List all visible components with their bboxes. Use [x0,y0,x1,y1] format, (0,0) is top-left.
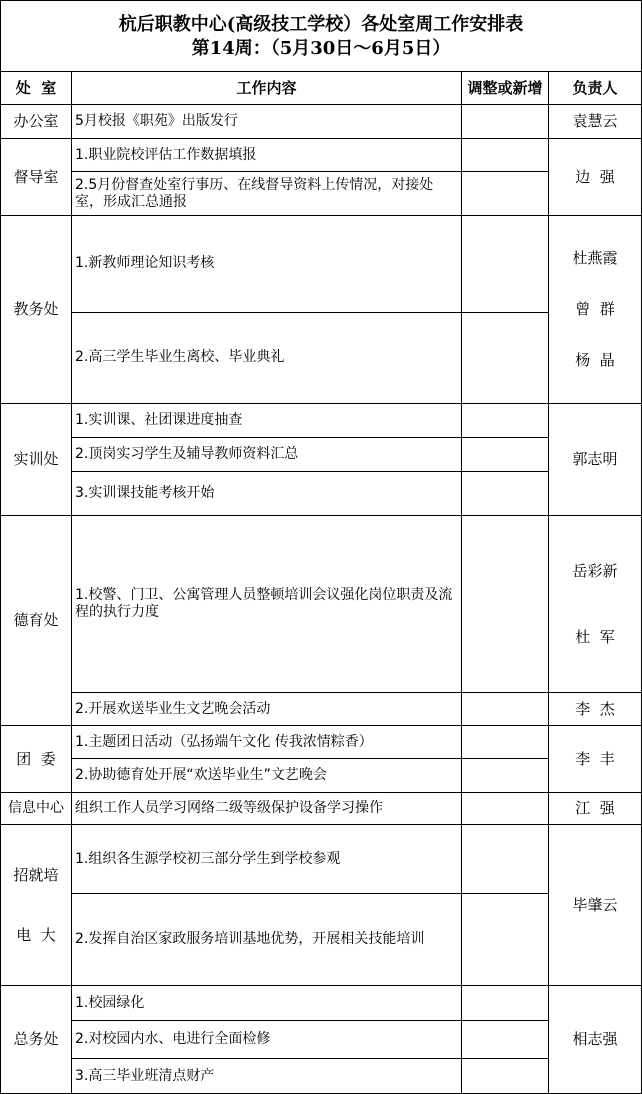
adjust-cell [462,516,549,693]
adjust-cell [462,726,549,759]
header-row [1,72,642,105]
adjust-cell [462,216,549,313]
page-title: 杭后职教中心(高级技工学校）各处室周工作安排表 [118,13,524,35]
table-row [1,1059,642,1094]
task-general-1: 1.校园绿化 [72,986,462,1021]
table-row [1,404,642,438]
table-row [1,516,642,693]
dept-office: 办公室 [1,105,72,139]
dept-recruit-line2: 电 大 [16,926,56,944]
owner-academic-3: 杨 晶 [575,351,615,369]
task-supervision-1: 1.职业院校评估工作数据填报 [72,139,462,172]
task-training-1: 1.实训课、社团课进度抽查 [72,404,462,438]
table-row [1,726,642,759]
header-content: 工作内容 [72,72,462,105]
header-dept: 处 室 [1,72,72,105]
owner-supervision: 边 强 [549,139,642,216]
owner-moral-bottom: 李 杰 [549,693,642,726]
owner-academic-1: 杜燕霞 [572,249,618,267]
task-general-3: 3.高三毕业班清点财产 [72,1059,462,1094]
table-row [1,139,642,172]
page-subtitle: 第14周：（5月30日～6月5日） [191,37,451,59]
dept-recruit [1,825,72,986]
owner-academic [549,216,642,404]
owner-moral-2: 杜 军 [575,628,615,646]
table-row [1,172,642,216]
title-row [1,1,642,72]
dept-moral: 德育处 [1,516,72,726]
task-academic-2: 2.高三学生毕业生离校、毕业典礼 [72,312,462,403]
adjust-cell [462,172,549,216]
table-row [1,216,642,313]
task-supervision-2: 2.5月份督查处室行事历、在线督导资料上传情况，对接处室，形成汇总通报 [72,172,462,216]
table-row [1,693,642,726]
owner-info: 江 强 [549,793,642,825]
owner-recruit: 毕肇云 [549,825,642,986]
task-recruit-1: 1.组织各生源学校初三部分学生到学校参观 [72,825,462,894]
adjust-cell [462,472,549,516]
header-owner: 负责人 [549,72,642,105]
task-training-3: 3.实训课技能考核开始 [72,472,462,516]
adjust-cell [462,139,549,172]
task-league-1: 1.主题团日活动（弘扬端午文化 传我浓情粽香） [72,726,462,759]
dept-academic: 教务处 [1,216,72,404]
table-row [1,825,642,894]
task-info-1: 组织工作人员学习网络二级等级保护设备学习操作 [72,793,462,825]
task-training-2: 2.顶岗实习学生及辅导教师资料汇总 [72,438,462,472]
dept-league: 团 委 [1,726,72,793]
adjust-cell [462,105,549,139]
task-office-1: 5月校报《职苑》出版发行 [72,105,462,139]
owner-moral-1: 岳彩新 [572,562,618,580]
title-cell [1,1,642,72]
owner-general: 相志强 [549,986,642,1094]
dept-info: 信息中心 [1,793,72,825]
adjust-cell [462,894,549,986]
adjust-cell [462,693,549,726]
adjust-cell [462,438,549,472]
header-adjust: 调整或新增 [462,72,549,105]
owner-league: 李 丰 [549,726,642,793]
adjust-cell [462,825,549,894]
table-row [1,312,642,403]
task-recruit-2: 2.发挥自治区家政服务培训基地优势，开展相关技能培训 [72,894,462,986]
table-row [1,105,642,139]
adjust-cell [462,1021,549,1059]
table-row [1,472,642,516]
adjust-cell [462,312,549,403]
task-general-2: 2.对校园内水、电进行全面检修 [72,1021,462,1059]
owner-training: 郭志明 [549,404,642,516]
dept-recruit-line1: 招就培 [13,866,59,884]
task-academic-1: 1.新教师理论知识考核 [72,216,462,313]
dept-supervision: 督导室 [1,139,72,216]
adjust-cell [462,1059,549,1094]
table-row [1,759,642,793]
table-row [1,894,642,986]
adjust-cell [462,759,549,793]
dept-general: 总务处 [1,986,72,1094]
task-moral-1: 1.校警、门卫、公寓管理人员整顿培训会议强化岗位职责及流程的执行力度 [72,516,462,693]
task-moral-2: 2.开展欢送毕业生文艺晚会活动 [72,693,462,726]
adjust-cell [462,986,549,1021]
adjust-cell [462,404,549,438]
owner-office: 袁慧云 [549,105,642,139]
table-row [1,1021,642,1059]
owner-moral-top [549,516,642,693]
dept-training: 实训处 [1,404,72,516]
table-row [1,986,642,1021]
owner-academic-2: 曾 群 [575,300,615,318]
table-row [1,438,642,472]
adjust-cell [462,793,549,825]
task-league-2: 2.协助德育处开展“欢送毕业生”文艺晚会 [72,759,462,793]
table-row [1,793,642,825]
